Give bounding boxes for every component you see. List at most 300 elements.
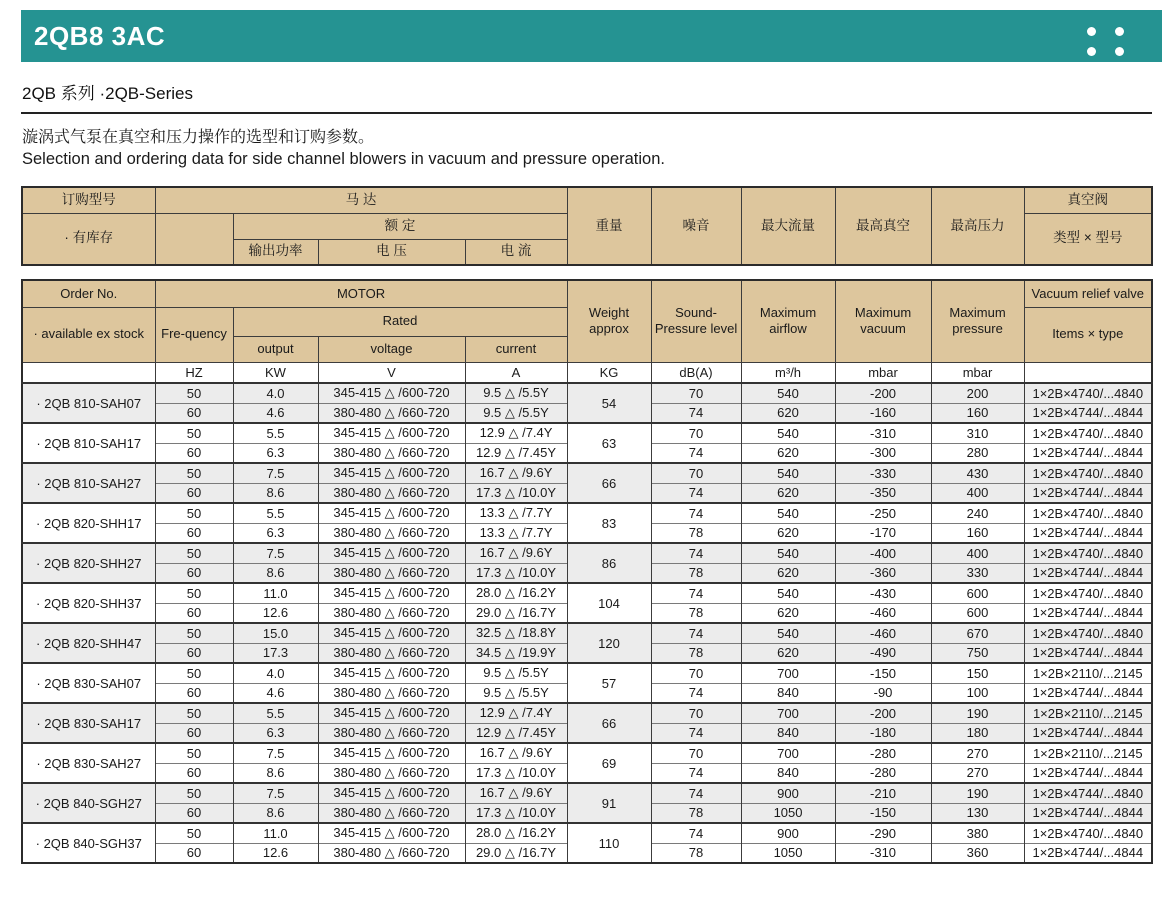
- page: [0, 10, 1175, 911]
- pressure-cell: 160: [931, 403, 1024, 423]
- airflow-cell: 540: [741, 583, 835, 603]
- output-cell: 17.3: [233, 643, 318, 663]
- valve-cell: 1×2B×2110/...2145: [1024, 703, 1152, 723]
- spec-table-main: [21, 279, 1153, 864]
- en-header-vacuum: Maximum vacuum: [835, 280, 931, 362]
- en-header-row-1: [22, 280, 1152, 307]
- sound-level-cell: 74: [651, 503, 741, 523]
- zh-header-airflow: 最大流量: [741, 187, 835, 265]
- output-cell: 4.6: [233, 683, 318, 703]
- vacuum-cell: -150: [835, 803, 931, 823]
- vacuum-cell: -200: [835, 703, 931, 723]
- en-header-airflow: Maximum airflow: [741, 280, 835, 362]
- vacuum-cell: -350: [835, 483, 931, 503]
- en-header-valve-type: Items × type: [1024, 307, 1152, 362]
- frequency-cell: 60: [155, 523, 233, 543]
- zh-header-order-no: 订购型号: [22, 187, 155, 213]
- valve-cell: 1×2B×2110/...2145: [1024, 663, 1152, 683]
- unit-weight: KG: [567, 362, 651, 383]
- sound-level-cell: 70: [651, 463, 741, 483]
- frequency-cell: 60: [155, 443, 233, 463]
- sound-level-cell: 78: [651, 843, 741, 863]
- weight-cell: 110: [567, 823, 651, 863]
- valve-cell: 1×2B×4740/...4840: [1024, 503, 1152, 523]
- airflow-cell: 540: [741, 623, 835, 643]
- airflow-cell: 540: [741, 463, 835, 483]
- zh-header-row-1: [22, 187, 1152, 213]
- voltage-cell: 380-480 △ /660-720: [318, 603, 465, 623]
- weight-cell: 63: [567, 423, 651, 463]
- current-cell: 9.5 △ /5.5Y: [465, 663, 567, 683]
- weight-cell: 66: [567, 463, 651, 503]
- output-cell: 7.5: [233, 743, 318, 763]
- sound-level-cell: 78: [651, 803, 741, 823]
- four-dots-grid-icon: [1087, 27, 1124, 56]
- spec-table-body: [22, 383, 1152, 863]
- frequency-cell: 50: [155, 503, 233, 523]
- vacuum-cell: -160: [835, 403, 931, 423]
- output-cell: 5.5: [233, 423, 318, 443]
- airflow-cell: 700: [741, 743, 835, 763]
- valve-cell: 1×2B×4744/...4844: [1024, 603, 1152, 623]
- valve-cell: 1×2B×4744/...4844: [1024, 643, 1152, 663]
- vacuum-cell: -280: [835, 763, 931, 783]
- description-zh: 漩涡式气泵在真空和压力操作的选型和订购参数。: [22, 129, 375, 146]
- current-cell: 28.0 △ /16.2Y: [465, 583, 567, 603]
- current-cell: 16.7 △ /9.6Y: [465, 783, 567, 803]
- airflow-cell: 620: [741, 483, 835, 503]
- pressure-cell: 600: [931, 583, 1024, 603]
- unit-current: A: [465, 362, 567, 383]
- frequency-cell: 60: [155, 483, 233, 503]
- output-cell: 8.6: [233, 483, 318, 503]
- current-cell: 12.9 △ /7.45Y: [465, 443, 567, 463]
- zh-header-rated: 额 定: [233, 213, 567, 239]
- order-no-cell: · 2QB 840-SGH27: [22, 783, 155, 823]
- en-header-order-no: Order No.: [22, 280, 155, 307]
- airflow-cell: 620: [741, 643, 835, 663]
- vacuum-cell: -310: [835, 843, 931, 863]
- en-header-current: current: [465, 336, 567, 362]
- pressure-cell: 150: [931, 663, 1024, 683]
- zh-header-weight: 重量: [567, 187, 651, 265]
- frequency-cell: 60: [155, 763, 233, 783]
- unit-pressure: mbar: [931, 362, 1024, 383]
- spec-row: [22, 383, 1152, 403]
- airflow-cell: 540: [741, 503, 835, 523]
- airflow-cell: 1050: [741, 843, 835, 863]
- sound-level-cell: 70: [651, 663, 741, 683]
- voltage-cell: 380-480 △ /660-720: [318, 723, 465, 743]
- current-cell: 17.3 △ /10.0Y: [465, 483, 567, 503]
- current-cell: 13.3 △ /7.7Y: [465, 503, 567, 523]
- dot-icon: [1115, 47, 1124, 56]
- current-cell: 17.3 △ /10.0Y: [465, 763, 567, 783]
- vacuum-cell: -280: [835, 743, 931, 763]
- airflow-cell: 620: [741, 443, 835, 463]
- airflow-cell: 840: [741, 763, 835, 783]
- spec-row: [22, 503, 1152, 523]
- valve-cell: 1×2B×4744/...4844: [1024, 443, 1152, 463]
- pressure-cell: 190: [931, 703, 1024, 723]
- frequency-cell: 50: [155, 383, 233, 403]
- sound-level-cell: 74: [651, 443, 741, 463]
- frequency-cell: 50: [155, 663, 233, 683]
- weight-cell: 104: [567, 583, 651, 623]
- output-cell: 6.3: [233, 723, 318, 743]
- pressure-cell: 130: [931, 803, 1024, 823]
- description-en: Selection and ordering data for side channel blowers in vacuum and pressure operation.: [22, 150, 665, 168]
- output-cell: 12.6: [233, 843, 318, 863]
- valve-cell: 1×2B×4744/...4844: [1024, 763, 1152, 783]
- zh-header-vacuum: 最高真空: [835, 187, 931, 265]
- spec-row: [22, 743, 1152, 763]
- en-header-rated: Rated: [233, 307, 567, 336]
- vacuum-cell: -360: [835, 563, 931, 583]
- frequency-cell: 60: [155, 643, 233, 663]
- pressure-cell: 200: [931, 383, 1024, 403]
- units-row: [22, 362, 1152, 383]
- current-cell: 16.7 △ /9.6Y: [465, 743, 567, 763]
- current-cell: 13.3 △ /7.7Y: [465, 523, 567, 543]
- output-cell: 12.6: [233, 603, 318, 623]
- voltage-cell: 380-480 △ /660-720: [318, 523, 465, 543]
- zh-header-pressure: 最高压力: [931, 187, 1024, 265]
- pressure-cell: 600: [931, 603, 1024, 623]
- weight-cell: 66: [567, 703, 651, 743]
- output-cell: 6.3: [233, 523, 318, 543]
- valve-cell: 1×2B×4740/...4840: [1024, 823, 1152, 843]
- valve-cell: 1×2B×4744/...4840: [1024, 783, 1152, 803]
- frequency-cell: 50: [155, 823, 233, 843]
- pressure-cell: 750: [931, 643, 1024, 663]
- sound-level-cell: 70: [651, 423, 741, 443]
- output-cell: 15.0: [233, 623, 318, 643]
- en-header-available: · available ex stock: [22, 307, 155, 362]
- frequency-cell: 60: [155, 403, 233, 423]
- unit-voltage: V: [318, 362, 465, 383]
- airflow-cell: 700: [741, 663, 835, 683]
- voltage-cell: 345-415 △ /600-720: [318, 663, 465, 683]
- voltage-cell: 380-480 △ /660-720: [318, 563, 465, 583]
- weight-cell: 120: [567, 623, 651, 663]
- pressure-cell: 270: [931, 763, 1024, 783]
- title-bar: [21, 10, 1162, 62]
- frequency-cell: 50: [155, 783, 233, 803]
- frequency-cell: 50: [155, 583, 233, 603]
- sound-level-cell: 70: [651, 383, 741, 403]
- en-header-motor: MOTOR: [155, 280, 567, 307]
- valve-cell: 1×2B×4740/...4840: [1024, 463, 1152, 483]
- vacuum-cell: -250: [835, 503, 931, 523]
- order-no-cell: · 2QB 830-SAH17: [22, 703, 155, 743]
- pressure-cell: 330: [931, 563, 1024, 583]
- voltage-cell: 380-480 △ /660-720: [318, 483, 465, 503]
- sound-level-cell: 74: [651, 483, 741, 503]
- valve-cell: 1×2B×4744/...4844: [1024, 843, 1152, 863]
- voltage-cell: 380-480 △ /660-720: [318, 643, 465, 663]
- vacuum-cell: -330: [835, 463, 931, 483]
- order-no-cell: · 2QB 820-SHH17: [22, 503, 155, 543]
- weight-cell: 91: [567, 783, 651, 823]
- vacuum-cell: -90: [835, 683, 931, 703]
- pressure-cell: 280: [931, 443, 1024, 463]
- pressure-cell: 380: [931, 823, 1024, 843]
- frequency-cell: 50: [155, 623, 233, 643]
- divider-rule: [21, 112, 1152, 114]
- valve-cell: 1×2B×4740/...4840: [1024, 543, 1152, 563]
- order-no-cell: · 2QB 820-SHH27: [22, 543, 155, 583]
- voltage-cell: 380-480 △ /660-720: [318, 443, 465, 463]
- voltage-cell: 345-415 △ /600-720: [318, 743, 465, 763]
- current-cell: 9.5 △ /5.5Y: [465, 403, 567, 423]
- spec-row: [22, 703, 1152, 723]
- current-cell: 16.7 △ /9.6Y: [465, 543, 567, 563]
- en-header-valve: Vacuum relief valve: [1024, 280, 1152, 307]
- valve-cell: 1×2B×4740/...4840: [1024, 583, 1152, 603]
- valve-cell: 1×2B×4744/...4844: [1024, 523, 1152, 543]
- sound-level-cell: 74: [651, 823, 741, 843]
- current-cell: 17.3 △ /10.0Y: [465, 563, 567, 583]
- pressure-cell: 360: [931, 843, 1024, 863]
- vacuum-cell: -150: [835, 663, 931, 683]
- unit-vacuum: mbar: [835, 362, 931, 383]
- vacuum-cell: -300: [835, 443, 931, 463]
- vacuum-cell: -490: [835, 643, 931, 663]
- voltage-cell: 380-480 △ /660-720: [318, 763, 465, 783]
- sound-level-cell: 74: [651, 683, 741, 703]
- valve-cell: 1×2B×4744/...4844: [1024, 563, 1152, 583]
- vacuum-cell: -170: [835, 523, 931, 543]
- spec-row: [22, 423, 1152, 443]
- output-cell: 7.5: [233, 543, 318, 563]
- zh-header-available: · 有库存: [22, 213, 155, 265]
- unit-frequency: HZ: [155, 362, 233, 383]
- current-cell: 9.5 △ /5.5Y: [465, 383, 567, 403]
- sound-level-cell: 70: [651, 703, 741, 723]
- voltage-cell: 345-415 △ /600-720: [318, 623, 465, 643]
- output-cell: 7.5: [233, 463, 318, 483]
- content-area: [21, 79, 1152, 864]
- airflow-cell: 840: [741, 723, 835, 743]
- current-cell: 16.7 △ /9.6Y: [465, 463, 567, 483]
- weight-cell: 57: [567, 663, 651, 703]
- vacuum-cell: -200: [835, 383, 931, 403]
- vacuum-cell: -400: [835, 543, 931, 563]
- valve-cell: 1×2B×4744/...4844: [1024, 403, 1152, 423]
- order-no-cell: · 2QB 830-SAH07: [22, 663, 155, 703]
- voltage-cell: 345-415 △ /600-720: [318, 783, 465, 803]
- pressure-cell: 100: [931, 683, 1024, 703]
- pressure-cell: 670: [931, 623, 1024, 643]
- output-cell: 11.0: [233, 823, 318, 843]
- current-cell: 28.0 △ /16.2Y: [465, 823, 567, 843]
- frequency-cell: 60: [155, 683, 233, 703]
- en-header-weight: Weight approx: [567, 280, 651, 362]
- airflow-cell: 900: [741, 823, 835, 843]
- sound-level-cell: 74: [651, 783, 741, 803]
- sound-level-cell: 70: [651, 743, 741, 763]
- pressure-cell: 180: [931, 723, 1024, 743]
- output-cell: 8.6: [233, 803, 318, 823]
- frequency-cell: 50: [155, 703, 233, 723]
- en-header-voltage: voltage: [318, 336, 465, 362]
- weight-cell: 83: [567, 503, 651, 543]
- en-header-output: output: [233, 336, 318, 362]
- valve-cell: 1×2B×4740/...4840: [1024, 383, 1152, 403]
- spec-row: [22, 463, 1152, 483]
- frequency-cell: 60: [155, 803, 233, 823]
- order-no-cell: · 2QB 810-SAH27: [22, 463, 155, 503]
- order-no-cell: · 2QB 840-SGH37: [22, 823, 155, 863]
- current-cell: 34.5 △ /19.9Y: [465, 643, 567, 663]
- frequency-cell: 50: [155, 743, 233, 763]
- spec-row: [22, 783, 1152, 803]
- spec-row: [22, 823, 1152, 843]
- unit-valve: [1024, 362, 1152, 383]
- unit-output: KW: [233, 362, 318, 383]
- valve-cell: 1×2B×4740/...4840: [1024, 423, 1152, 443]
- vacuum-cell: -310: [835, 423, 931, 443]
- sound-level-cell: 78: [651, 563, 741, 583]
- zh-header-voltage: 电 压: [318, 239, 465, 265]
- pressure-cell: 190: [931, 783, 1024, 803]
- voltage-cell: 380-480 △ /660-720: [318, 403, 465, 423]
- voltage-cell: 345-415 △ /600-720: [318, 543, 465, 563]
- zh-header-motor: 马 达: [155, 187, 567, 213]
- sound-level-cell: 78: [651, 523, 741, 543]
- airflow-cell: 620: [741, 603, 835, 623]
- sound-level-cell: 74: [651, 763, 741, 783]
- valve-cell: 1×2B×4740/...4840: [1024, 623, 1152, 643]
- unit-airflow: m³/h: [741, 362, 835, 383]
- en-header-frequency: Fre-quency: [155, 307, 233, 362]
- zh-header-valve-type: 类型 × 型号: [1024, 213, 1152, 265]
- vacuum-cell: -180: [835, 723, 931, 743]
- voltage-cell: 345-415 △ /600-720: [318, 503, 465, 523]
- output-cell: 4.6: [233, 403, 318, 423]
- airflow-cell: 1050: [741, 803, 835, 823]
- order-no-cell: · 2QB 810-SAH17: [22, 423, 155, 463]
- spec-table-header-zh: [21, 186, 1153, 266]
- output-cell: 4.0: [233, 663, 318, 683]
- spec-row: [22, 583, 1152, 603]
- vacuum-cell: -430: [835, 583, 931, 603]
- current-cell: 9.5 △ /5.5Y: [465, 683, 567, 703]
- current-cell: 29.0 △ /16.7Y: [465, 603, 567, 623]
- valve-cell: 1×2B×4744/...4844: [1024, 483, 1152, 503]
- dot-icon: [1087, 27, 1096, 36]
- pressure-cell: 160: [931, 523, 1024, 543]
- sound-level-cell: 74: [651, 543, 741, 563]
- voltage-cell: 380-480 △ /660-720: [318, 683, 465, 703]
- vacuum-cell: -460: [835, 623, 931, 643]
- valve-cell: 1×2B×4744/...4844: [1024, 723, 1152, 743]
- en-header-pressure: Maximum pressure: [931, 280, 1024, 362]
- sound-level-cell: 74: [651, 723, 741, 743]
- current-cell: 12.9 △ /7.4Y: [465, 703, 567, 723]
- voltage-cell: 345-415 △ /600-720: [318, 703, 465, 723]
- zh-header-current: 电 流: [465, 239, 567, 265]
- sound-level-cell: 74: [651, 403, 741, 423]
- airflow-cell: 620: [741, 523, 835, 543]
- weight-cell: 69: [567, 743, 651, 783]
- current-cell: 32.5 △ /18.8Y: [465, 623, 567, 643]
- frequency-cell: 60: [155, 603, 233, 623]
- current-cell: 29.0 △ /16.7Y: [465, 843, 567, 863]
- vacuum-cell: -210: [835, 783, 931, 803]
- vacuum-cell: -290: [835, 823, 931, 843]
- airflow-cell: 540: [741, 423, 835, 443]
- output-cell: 8.6: [233, 563, 318, 583]
- current-cell: 12.9 △ /7.4Y: [465, 423, 567, 443]
- valve-cell: 1×2B×2110/...2145: [1024, 743, 1152, 763]
- sound-level-cell: 78: [651, 643, 741, 663]
- sound-level-cell: 78: [651, 603, 741, 623]
- zh-header-sound: 噪音: [651, 187, 741, 265]
- zh-header-valve: 真空阀: [1024, 187, 1152, 213]
- weight-cell: 86: [567, 543, 651, 583]
- airflow-cell: 700: [741, 703, 835, 723]
- pressure-cell: 270: [931, 743, 1024, 763]
- voltage-cell: 380-480 △ /660-720: [318, 803, 465, 823]
- order-no-cell: · 2QB 830-SAH27: [22, 743, 155, 783]
- sound-level-cell: 74: [651, 583, 741, 603]
- voltage-cell: 345-415 △ /600-720: [318, 583, 465, 603]
- airflow-cell: 540: [741, 543, 835, 563]
- series-subtitle: 2QB 系列 ·2QB-Series: [22, 84, 193, 103]
- valve-cell: 1×2B×4744/...4844: [1024, 683, 1152, 703]
- voltage-cell: 345-415 △ /600-720: [318, 823, 465, 843]
- unit-order: [22, 362, 155, 383]
- order-no-cell: · 2QB 820-SHH37: [22, 583, 155, 623]
- frequency-cell: 50: [155, 423, 233, 443]
- frequency-cell: 50: [155, 463, 233, 483]
- airflow-cell: 620: [741, 403, 835, 423]
- voltage-cell: 380-480 △ /660-720: [318, 843, 465, 863]
- airflow-cell: 840: [741, 683, 835, 703]
- frequency-cell: 50: [155, 543, 233, 563]
- output-cell: 6.3: [233, 443, 318, 463]
- output-cell: 4.0: [233, 383, 318, 403]
- zh-header-frequency-blank: [155, 213, 233, 265]
- pressure-cell: 240: [931, 503, 1024, 523]
- output-cell: 8.6: [233, 763, 318, 783]
- en-header-sound: Sound-Pressure level: [651, 280, 741, 362]
- spec-row: [22, 663, 1152, 683]
- current-cell: 17.3 △ /10.0Y: [465, 803, 567, 823]
- pressure-cell: 400: [931, 483, 1024, 503]
- airflow-cell: 620: [741, 563, 835, 583]
- output-cell: 7.5: [233, 783, 318, 803]
- dot-icon: [1087, 47, 1096, 56]
- voltage-cell: 345-415 △ /600-720: [318, 423, 465, 443]
- order-no-cell: · 2QB 820-SHH47: [22, 623, 155, 663]
- vacuum-cell: -460: [835, 603, 931, 623]
- voltage-cell: 345-415 △ /600-720: [318, 383, 465, 403]
- valve-cell: 1×2B×4744/...4844: [1024, 803, 1152, 823]
- output-cell: 5.5: [233, 703, 318, 723]
- frequency-cell: 60: [155, 563, 233, 583]
- pressure-cell: 310: [931, 423, 1024, 443]
- page-title: 2QB8 3AC: [34, 20, 166, 51]
- sound-level-cell: 74: [651, 623, 741, 643]
- airflow-cell: 900: [741, 783, 835, 803]
- order-no-cell: · 2QB 810-SAH07: [22, 383, 155, 423]
- unit-sound: dB(A): [651, 362, 741, 383]
- voltage-cell: 345-415 △ /600-720: [318, 463, 465, 483]
- current-cell: 12.9 △ /7.45Y: [465, 723, 567, 743]
